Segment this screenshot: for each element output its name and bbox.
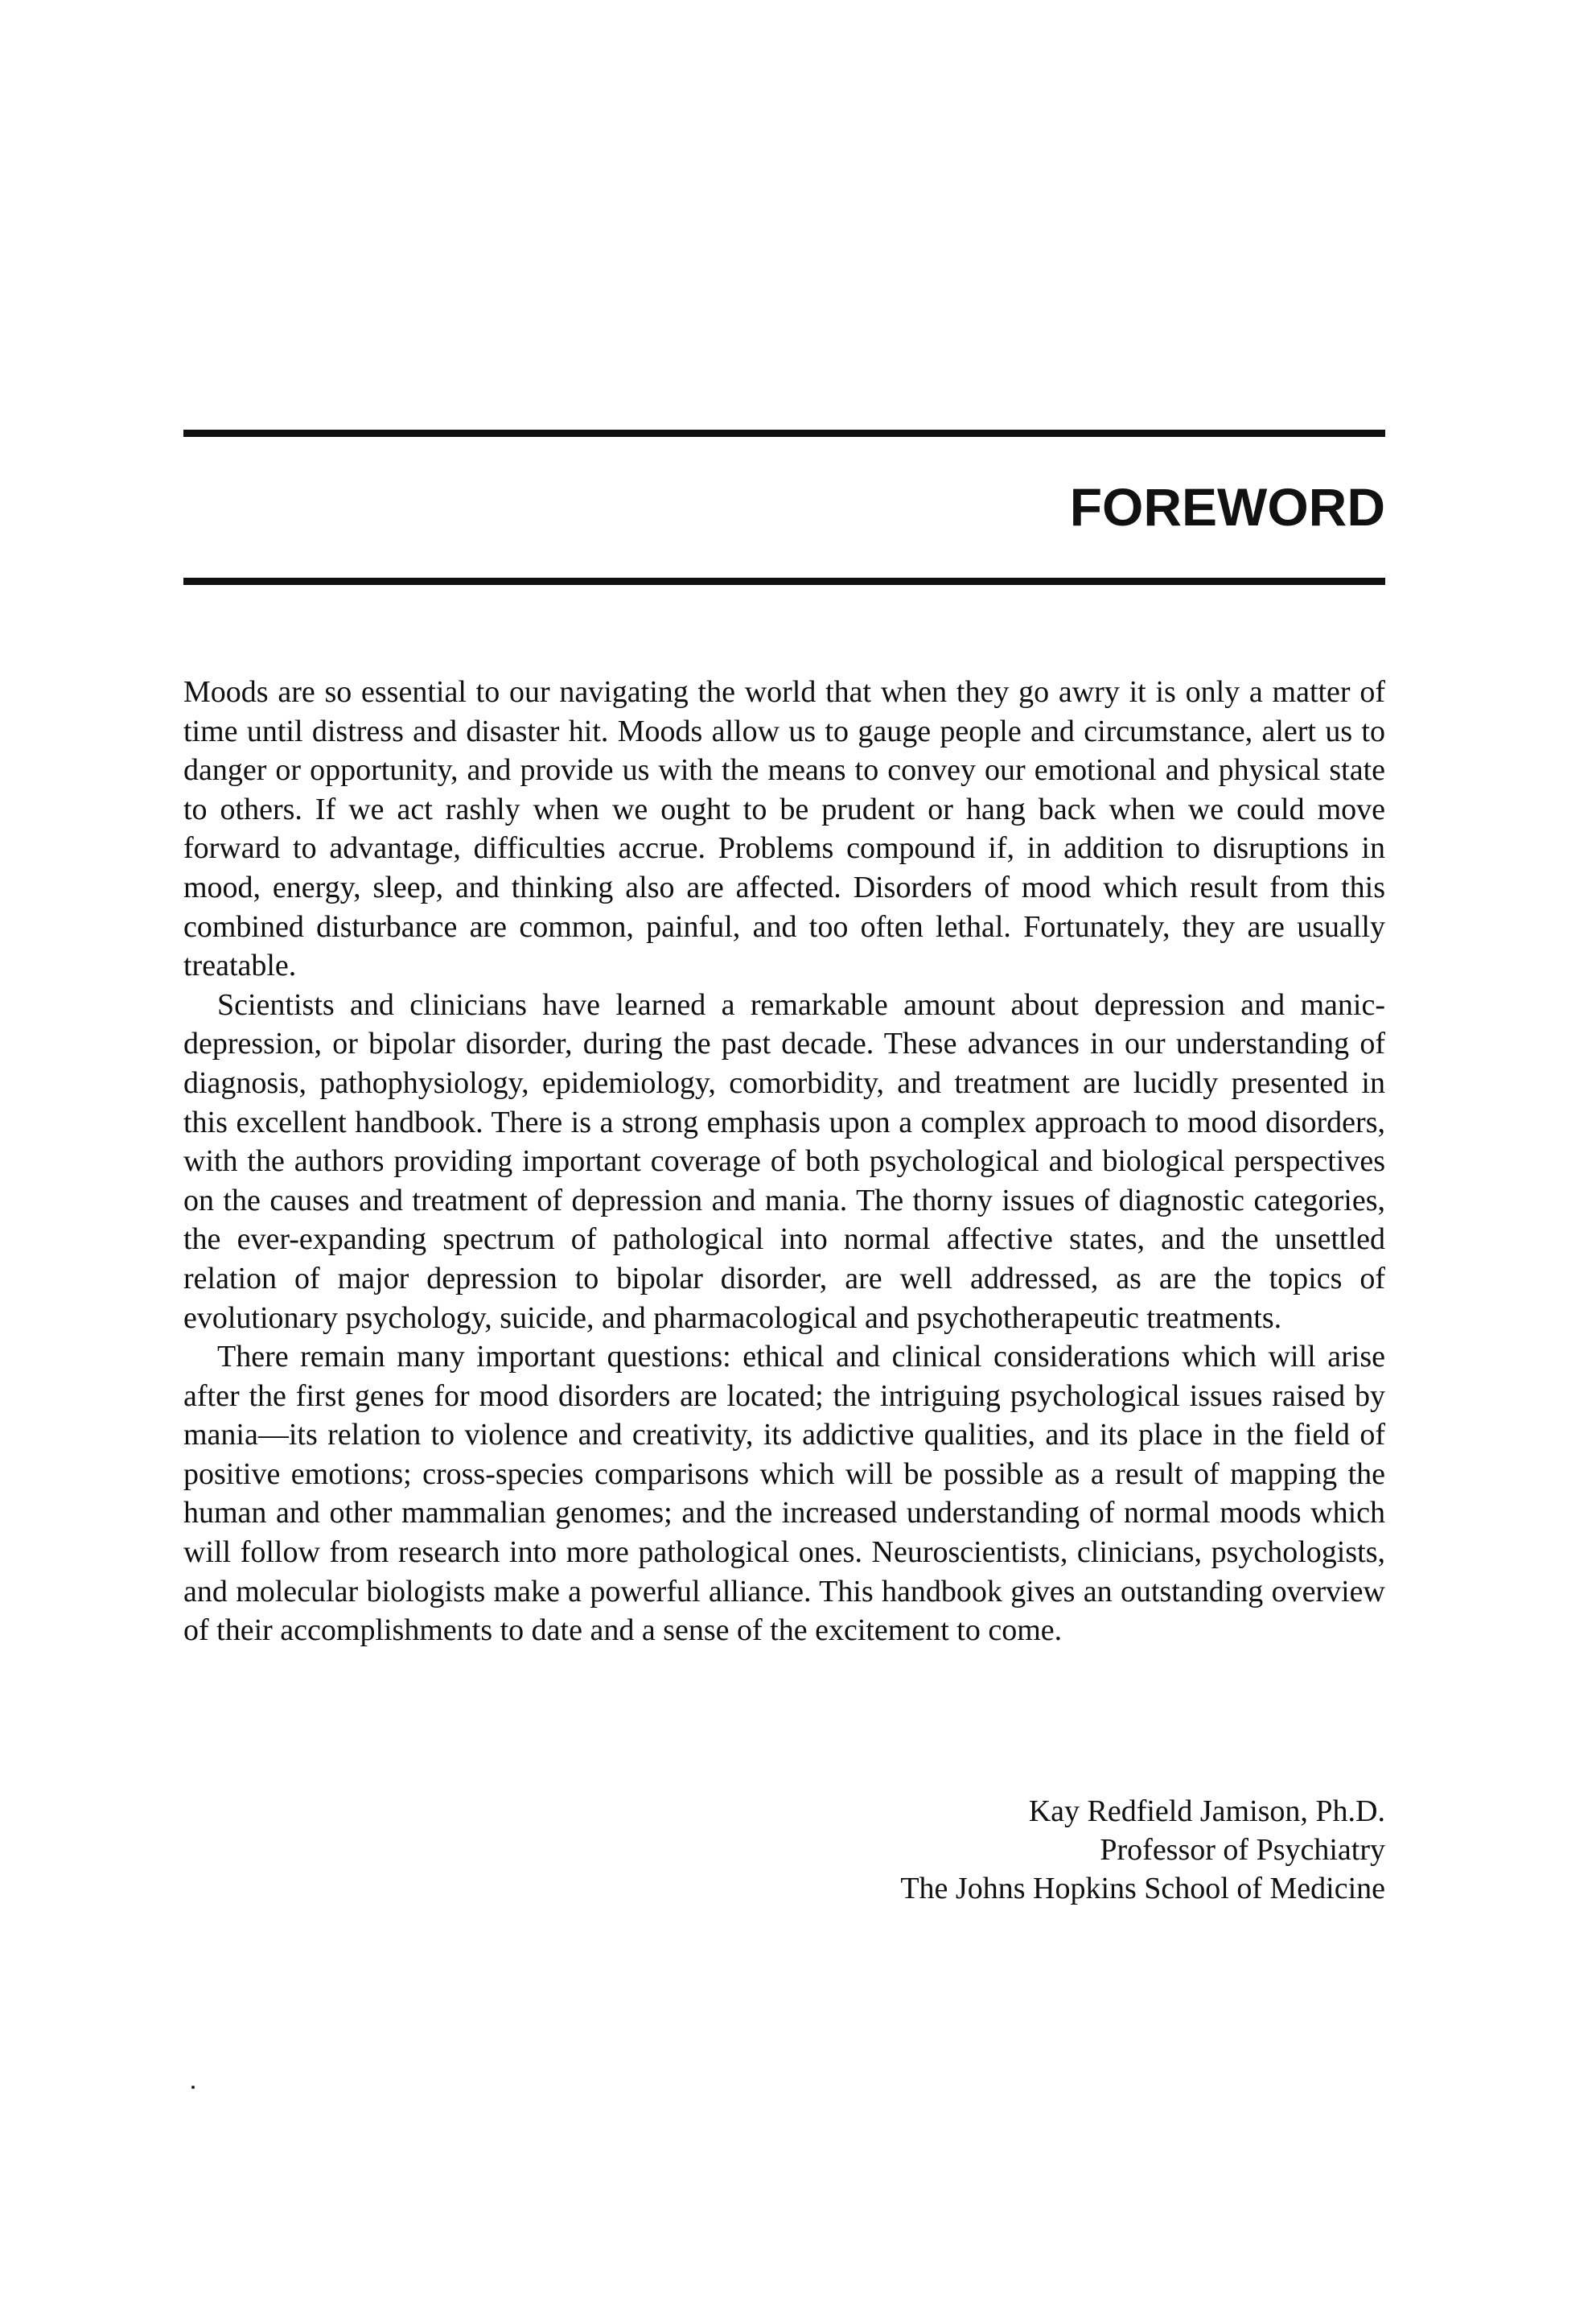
paragraph-3: There remain many important questions: ethical and clinical considerations which will arise after the first genes for mood disorders are located; the intriguing psychological issues raised by mania—its relation to violence and creativity, its addictive qualities, and its place in the field of positive emotions; cross-species comparisons which will be possible as a result of mapping the human and other mammalian genomes; and the increased understanding of normal moods which will follow from research into more pathological ones. Neuroscientists, clinicians, psychologists, and molecular biologists make a powerful alliance. This handbook gives an outstanding overview of their accomplishments to date and a sense of the excitement to come. [183, 1340, 1385, 1648]
signature-affiliation: The Johns Hopkins School of Medicine [900, 1872, 1385, 1905]
stray-mark [191, 2086, 195, 2089]
paragraph-1: Moods are so essential to our navigating the world that when they go awry it is only a matter of time until distress and disaster hit. Moods allow us to gauge people and circumstance, alert us to danger or opportunity, and provide us with the means to convey our emotional and physical state to others. If we act rashly when we ought to be prudent or hang back when we could move forward to advantage, difficulties accrue. Problems compound if, in addition to disruptions in mood, energy, sleep, and thinking also are affected. Disorders of mood which result from this combined disturbance are common, painful, and too often lethal. Fortunately, they are usually treatable. [183, 675, 1385, 983]
paragraph-2: Scientists and clinicians have learned a remarkable amount about depression and manic-depression, or bipolar disorder, during the past decade. These advances in our understanding of diagnosis, pathophysiology, epidemiology, comorbidity, and treatment are lucidly presented in this excellent handbook. There is a strong emphasis upon a complex approach to mood disorders, with the authors providing important coverage of both psychological and biological perspectives on the causes and treatment of depression and mania. The thorny issues of diagnostic categories, the ever-expanding spectrum of pathological into normal affective states, and the unsettled relation of major depression to bipolar disorder, are well addressed, as are the topics of evolutionary psychology, suicide, and pharmacological and psychotherapeutic treatments. [183, 987, 1385, 1335]
signature-block [900, 1792, 1385, 1908]
signature-title: Professor of Psychiatry [1100, 1833, 1385, 1867]
heading-bottom-rule [183, 578, 1385, 585]
heading-top-rule [183, 430, 1385, 437]
page-title: FOREWORD [1069, 477, 1385, 537]
signature-name: Kay Redfield Jamison, Ph.D. [1028, 1794, 1385, 1828]
foreword-body [183, 673, 1385, 1650]
